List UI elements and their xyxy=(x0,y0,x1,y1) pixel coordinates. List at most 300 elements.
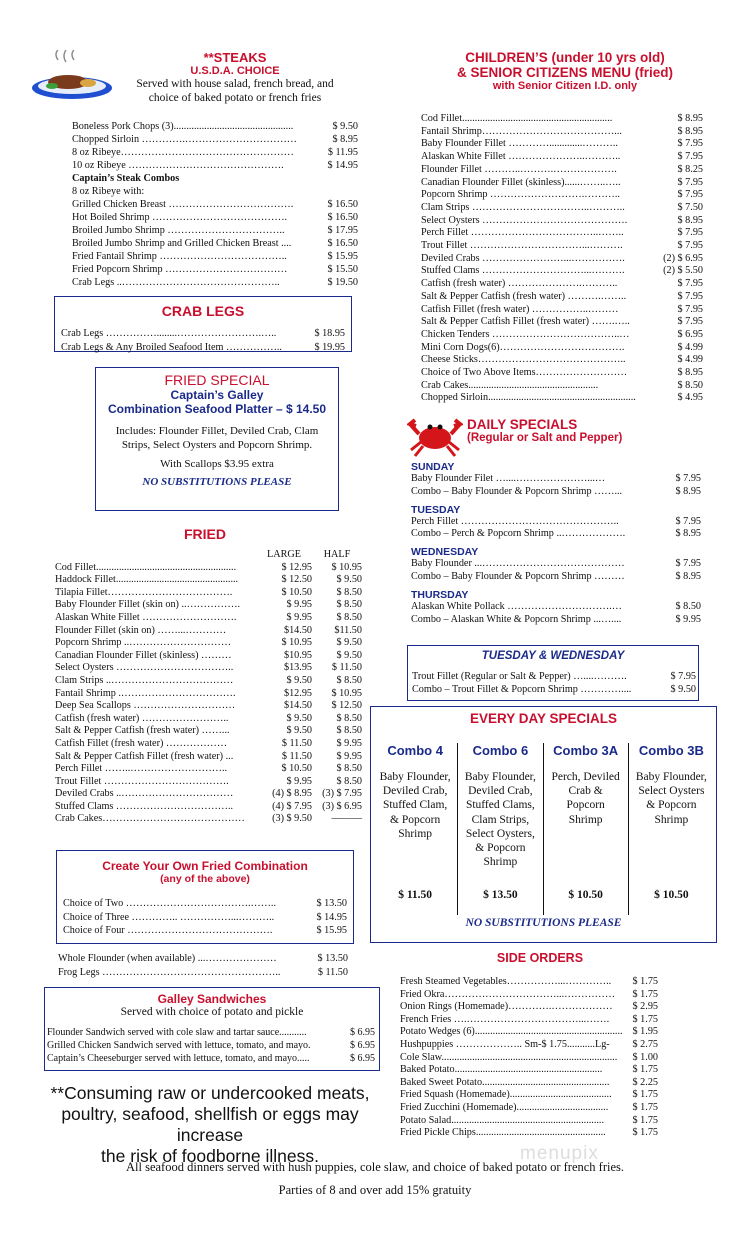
combo-desc-line: Baby Flounder, xyxy=(379,771,451,783)
menu-item xyxy=(72,237,358,250)
menu-item xyxy=(400,1001,658,1014)
combo-price: $ 10.50 xyxy=(568,889,603,901)
menu-item xyxy=(72,159,358,172)
menu-item xyxy=(72,185,358,198)
menupix-watermark: menupix xyxy=(520,1143,599,1164)
item-price: $ 8.95 xyxy=(332,134,358,145)
item-price: $ 8.95 xyxy=(675,528,701,540)
item-name: Onion Rings (Homemade)………….……………… xyxy=(400,1001,613,1013)
combo-price: $ 11.50 xyxy=(398,889,433,901)
item-name: Salt & Pepper Catfish (fresh water) ……….…….. xyxy=(421,290,627,302)
item-name: French Fries ….……………………………...……. xyxy=(400,1013,610,1025)
crab-legs-box xyxy=(54,296,352,352)
menu-item xyxy=(412,683,696,696)
fried-item-name: Crab Cakes…………………………………… xyxy=(55,813,245,825)
menu-item xyxy=(58,966,348,980)
item-price: $ 2.95 xyxy=(632,1001,658,1013)
steaks-title: **STEAKS xyxy=(203,50,267,65)
combo-desc-line: Shrimp xyxy=(568,813,603,826)
item-price: $ 7.95 xyxy=(675,473,701,484)
warning-line-1: **Consuming raw or undercooked meats, xyxy=(50,1083,370,1103)
item-price: $ 18.95 xyxy=(314,328,345,339)
item-price: $ 1.75 xyxy=(632,1101,658,1113)
children-title-2: & SENIOR CITIZENS MENU (fried) xyxy=(456,65,673,80)
menu-item xyxy=(411,558,701,571)
fried-item-name: Salt & Pepper Catfish Fillet (fresh water) ... xyxy=(55,750,234,762)
item-name: Grilled Chicken Breast ………………………………. xyxy=(72,199,294,210)
menu-item xyxy=(421,202,703,215)
fried-item-large: $ 10.50 xyxy=(281,586,312,598)
item-name: Boneless Pork Chops (3)............................................... xyxy=(72,121,294,132)
fried-item-half: $ 9.95 xyxy=(336,737,362,749)
item-price: $ 7.95 xyxy=(677,278,703,290)
menu-item xyxy=(421,253,703,266)
item-name: Choice of Three ………….. ……………...……….. xyxy=(63,911,275,923)
item-price: $ 16.50 xyxy=(327,212,358,223)
daily-day-label: WEDNESDAY xyxy=(411,546,479,559)
menu-item xyxy=(400,1064,658,1077)
combo-column xyxy=(373,743,458,915)
create-combo-list xyxy=(63,897,347,938)
children-subtitle: with Senior Citizen I.D. only xyxy=(492,80,638,92)
daily-day-label: TUESDAY xyxy=(411,503,461,516)
item-name: Perch Fillet ……………………………………….. xyxy=(411,515,619,527)
item-price: $ 4.99 xyxy=(677,341,703,353)
fried-item xyxy=(55,700,362,713)
fried-special-name-1: Captain’s Galley xyxy=(170,388,264,402)
combo-column xyxy=(544,743,629,915)
fried-item-name: Select Oysters …………………………….. xyxy=(55,662,234,674)
fried-item-large: $ 9.50 xyxy=(286,725,312,737)
item-price: $ 14.95 xyxy=(316,911,347,923)
menu-item xyxy=(421,126,703,139)
item-name: Captain’s Steak Combos xyxy=(72,173,180,184)
menu-item xyxy=(421,151,703,164)
footer-line-2: Parties of 8 and over add 15% gratuity xyxy=(278,1183,472,1197)
fried-item xyxy=(55,801,362,814)
warning-line-2: poultry, seafood, shellfish or eggs may increase xyxy=(61,1104,359,1145)
steaks-subtitle: U.S.D.A. CHOICE xyxy=(190,65,280,77)
menu-item xyxy=(421,240,703,253)
fried-col-large: LARGE xyxy=(267,549,301,560)
fried-item-name: Catfish Fillet (fresh water) ……………… xyxy=(55,737,228,749)
fried-item xyxy=(55,763,362,776)
item-name: Flounder Fillet ………..……….………………. xyxy=(421,163,617,175)
fried-item-name: Stuffed Clams …………………………….. xyxy=(55,800,234,812)
menu-item xyxy=(400,1039,658,1052)
item-price: $ 1.75 xyxy=(632,1013,658,1025)
daily-day-label: THURSDAY xyxy=(411,588,469,601)
item-price: $ 1.75 xyxy=(632,1114,658,1126)
combo-name: Combo 3B xyxy=(638,743,704,758)
item-price: $ 1.95 xyxy=(632,1026,658,1038)
menu-item xyxy=(47,1052,375,1065)
fried-item-half: $ 8.50 xyxy=(336,586,362,598)
crab-icon xyxy=(407,410,463,458)
item-price: $ 2.25 xyxy=(632,1076,658,1088)
combo-desc-line: Stuffed Clams, xyxy=(465,799,535,812)
menu-item xyxy=(421,189,703,202)
daily-day-label: SUNDAY xyxy=(411,461,455,473)
tue-wed-title: TUESDAY & WEDNESDAY xyxy=(481,650,625,662)
item-price: $ 13.50 xyxy=(316,898,347,909)
menu-item xyxy=(421,215,703,228)
menu-item xyxy=(63,911,347,925)
menu-item xyxy=(421,138,703,151)
menu-item xyxy=(411,486,701,499)
steaks-list xyxy=(72,120,358,289)
item-price: $ 9.50 xyxy=(670,684,696,695)
item-name: Canadian Flounder Fillet (skinless)......……..….. xyxy=(421,176,621,188)
item-price: $ 7.95 xyxy=(675,558,701,570)
item-price: $ 9.95 xyxy=(675,613,701,625)
fried-item xyxy=(55,625,362,638)
menu-item xyxy=(72,263,358,276)
item-price: $ 8.95 xyxy=(677,367,703,379)
item-price: $ 17.95 xyxy=(327,225,358,236)
fried-item-name: Tilapia Fillet………………………………. xyxy=(55,586,233,598)
daily-day-group xyxy=(411,546,701,584)
fried-item-half: $ 8.50 xyxy=(336,763,362,775)
item-name: Chopped Sirloin.......................................................... xyxy=(421,392,636,404)
fried-item xyxy=(55,738,362,751)
item-price: $ 7.95 xyxy=(677,138,703,150)
item-price: $ 2.75 xyxy=(632,1038,658,1050)
item-price: $ 15.95 xyxy=(316,925,347,936)
fried-item-half: $ 9.95 xyxy=(336,750,362,762)
fried-header xyxy=(55,549,362,562)
create-combo-box xyxy=(56,850,354,944)
fried-item-half: $ 8.50 xyxy=(336,725,362,737)
fried-item-name: Deviled Crabs ..…………………………… xyxy=(55,788,234,800)
combo-name: Combo 3A xyxy=(553,743,619,758)
item-price: $ 1.75 xyxy=(632,988,658,1000)
fried-item-large: $14.50 xyxy=(283,700,312,712)
daily-specials-title: DAILY SPECIALS xyxy=(467,417,578,432)
menu-item xyxy=(400,1102,658,1115)
menu-item xyxy=(72,224,358,237)
menu-item xyxy=(421,342,703,355)
fried-item-large: (4) $ 8.95 xyxy=(272,788,312,800)
fried-item-half: $ 10.95 xyxy=(331,687,362,699)
item-price: $ 11.50 xyxy=(317,966,348,978)
daily-day-group xyxy=(411,589,701,627)
menu-item xyxy=(421,316,703,329)
item-name: Baby Flounder Filet …....…………………...… xyxy=(411,473,606,484)
item-name: Hushpuppies ……………….. Sm-$ 1.75...........Lg- xyxy=(400,1038,610,1050)
item-name: Chicken Tenders ………………………………..… xyxy=(421,328,630,340)
item-price: $ 8.95 xyxy=(677,125,703,137)
item-price: $ 7.95 xyxy=(670,671,696,682)
every-day-note: NO SUBSTITUTIONS PLEASE xyxy=(465,917,622,929)
fried-item xyxy=(55,650,362,663)
steaks-desc-1: Served with house salad, french bread, and xyxy=(136,78,334,90)
fried-special-includes-2: Strips, Select Oysters and Popcorn Shrimp. xyxy=(121,439,313,451)
item-price xyxy=(354,172,358,185)
item-name: Grilled Chicken Sandwich served with lettuce, tomato, and mayo. xyxy=(47,1040,311,1051)
item-name: Crab Legs ..……………………………………….. xyxy=(72,277,280,288)
item-price: $ 6.95 xyxy=(677,328,703,340)
fried-item-half: (3) $ 7.95 xyxy=(322,788,362,800)
item-name: Fresh Steamed Vegetables……………...………….. xyxy=(400,976,612,987)
fried-item-name: Perch Fillet ……..……………………….. xyxy=(55,763,228,775)
fried-item-large: $ 9.50 xyxy=(286,712,312,724)
fried-item-large: $ 9.95 xyxy=(286,599,312,611)
item-name: Baby Flounder ...…………………………………… xyxy=(411,558,625,570)
fried-item-half: $ 9.50 xyxy=(336,574,362,586)
item-price: $ 19.95 xyxy=(314,341,345,353)
item-name: Baked Sweet Potato.................................................. xyxy=(400,1076,610,1088)
item-price: $ 8.50 xyxy=(677,379,703,391)
item-name: Alaskan White Fillet …………………..……….. xyxy=(421,151,621,163)
fried-item-large: $ 11.50 xyxy=(281,737,312,749)
item-name: Whole Flounder (when available) ...………………… xyxy=(58,953,277,964)
fried-item-large: $ 9.95 xyxy=(286,775,312,787)
fried-item-large: $13.95 xyxy=(283,662,312,674)
fried-item xyxy=(55,587,362,600)
menu-item xyxy=(72,133,358,146)
menu-item xyxy=(421,227,703,240)
fried-item-half: $11.50 xyxy=(334,624,362,636)
fried-item-name: Deep Sea Scallops ………………………… xyxy=(55,700,236,712)
fried-item-half: $ 11.50 xyxy=(331,662,362,674)
crab-legs-list xyxy=(61,327,345,354)
item-name: Combo – Baby Flounder & Popcorn Shrimp ……… xyxy=(411,570,625,582)
fried-special-note: NO SUBSTITUTIONS PLEASE xyxy=(142,476,292,488)
combo-column xyxy=(458,743,543,915)
combo-name: Combo 4 xyxy=(387,743,443,758)
fried-item-large: $ 12.95 xyxy=(281,561,312,573)
item-name: Combo – Perch & Popcorn Shrimp ..………………. xyxy=(411,528,626,540)
fried-item-half: (3) $ 6.95 xyxy=(322,800,362,812)
every-day-specials-box xyxy=(370,706,717,943)
fried-item xyxy=(55,813,362,826)
item-price: $ 1.75 xyxy=(632,1089,658,1101)
menu-item xyxy=(411,473,701,486)
item-name: Trout Fillet ……………………………...………. xyxy=(421,240,623,252)
item-name: Fried Pickle Chips................................................... xyxy=(400,1127,606,1139)
menu-item xyxy=(400,1089,658,1102)
item-name: Potato Wedges (6).......................................................... xyxy=(400,1026,623,1038)
item-price: $ 4.99 xyxy=(677,354,703,366)
item-name: Fried Squash (Homemade)........................................ xyxy=(400,1089,612,1101)
fried-item xyxy=(55,562,362,575)
item-name: Crab Legs & Any Broiled Seafood Item …………….. xyxy=(61,341,282,353)
item-name: 8 oz Ribeye…………………………………………… xyxy=(72,147,294,158)
combo-desc-line: Baby Flounder, xyxy=(464,771,536,783)
menu-item xyxy=(400,1014,658,1027)
combo-desc-line: Select Oysters, xyxy=(465,827,535,840)
fried-item-name: Catfish (fresh water) …………………….. xyxy=(55,712,229,724)
item-price: $ 7.95 xyxy=(677,189,703,201)
fried-list xyxy=(55,562,362,826)
item-name: Choice of Two Above Items……………………… xyxy=(421,367,628,379)
item-name: Flounder Sandwich served with cole slaw and tartar sauce........... xyxy=(47,1027,307,1038)
fried-title: FRIED xyxy=(184,526,226,542)
item-name: Cod Fillet........................................................... xyxy=(421,113,613,124)
combo-name: Combo 6 xyxy=(472,743,529,758)
menu-item xyxy=(72,146,358,159)
fried-item xyxy=(55,713,362,726)
combo-desc-line: & Popcorn xyxy=(646,799,697,812)
item-name: Combo – Baby Flounder & Popcorn Shrimp ……... xyxy=(411,485,623,497)
fried-item xyxy=(55,688,362,701)
item-price: $ 7.95 xyxy=(677,151,703,163)
menu-item xyxy=(421,278,703,291)
fried-item xyxy=(55,662,362,675)
item-price: $ 8.95 xyxy=(675,570,701,582)
fried-item-half: $ 9.50 xyxy=(336,649,362,661)
item-name: Deviled Crabs ……………………...……………. xyxy=(421,252,625,264)
sandwiches-box xyxy=(44,987,380,1071)
item-price: $ 7.95 xyxy=(677,290,703,302)
menu-item xyxy=(400,1115,658,1128)
item-name: Captain’s Cheeseburger served with lettuce, tomato, and mayo..... xyxy=(47,1053,310,1064)
fried-item-name: Popcorn Shrimp ..………………………… xyxy=(55,637,232,649)
item-price: $ 9.50 xyxy=(332,121,358,132)
item-name: Fried Popcorn Shrimp ……………………………… xyxy=(72,264,288,275)
fried-item-half: $ 9.50 xyxy=(336,637,362,649)
combo-desc-line: Select Oysters xyxy=(638,785,705,798)
fried-item-half: $ 8.50 xyxy=(336,599,362,611)
item-name: Choice of Four ……………………………………. xyxy=(63,925,273,936)
fried-item-large: $ 10.50 xyxy=(281,763,312,775)
sandwiches-subtitle: Served with choice of potato and pickle xyxy=(120,1006,304,1018)
item-price: $ 6.95 xyxy=(350,1040,375,1051)
fried-item-half: $ 8.50 xyxy=(336,611,362,623)
menu-item xyxy=(421,291,703,304)
menu-item xyxy=(72,198,358,211)
item-name: Popcorn Shrimp ……………………….……….. xyxy=(421,189,620,201)
item-price xyxy=(354,185,358,198)
item-price: $ 7.95 xyxy=(677,227,703,239)
item-name: Combo – Trout Fillet & Popcorn Shrimp ………….... xyxy=(412,684,632,695)
item-price: $ 7.95 xyxy=(677,303,703,315)
item-name: Baked Potato.......................................................... xyxy=(400,1064,603,1076)
item-price: $ 8.95 xyxy=(677,214,703,226)
fried-item-large: $ 9.95 xyxy=(286,611,312,623)
menu-item xyxy=(421,265,703,278)
item-name: Catfish Fillet (fresh water) ……………..……… xyxy=(421,303,619,315)
item-price: $ 15.50 xyxy=(327,264,358,275)
menu-item xyxy=(400,1077,658,1090)
menu-item xyxy=(421,354,703,367)
item-name: 8 oz Ribeye with: xyxy=(72,186,145,197)
menu-item xyxy=(421,329,703,342)
fried-item-name: Trout Fillet ………………………………. xyxy=(55,775,229,787)
fried-item xyxy=(55,725,362,738)
menu-item xyxy=(400,1052,658,1065)
item-price: $ 7.95 xyxy=(675,515,701,527)
item-name: Chopped Sirloin ………….…………………………… xyxy=(72,134,297,145)
create-combo-title: Create Your Own Fried Combination xyxy=(102,859,308,873)
fried-item-name: Cod Fillet....................................................... xyxy=(55,561,237,573)
fried-special-includes-1: Includes: Flounder Fillet, Deviled Crab, Clam xyxy=(115,425,319,437)
fried-item-large: $12.95 xyxy=(283,687,312,699)
item-price: $ 4.95 xyxy=(677,392,703,404)
extras-list xyxy=(58,952,348,979)
fried-special-name-2: Combination Seafood Platter – $ 14.50 xyxy=(107,402,327,416)
fried-item-name: Clam Strips ..……………………………… xyxy=(55,674,234,686)
sides-list xyxy=(400,976,658,1140)
fried-item-name: Haddock Fillet................................................ xyxy=(55,574,239,586)
item-name: Combo – Alaskan White & Popcorn Shrimp ...….... xyxy=(411,613,622,625)
crab-legs-title: CRAB LEGS xyxy=(161,303,245,319)
menu-item xyxy=(63,924,347,938)
item-name: Choice of Two ……………………………….…….. xyxy=(63,898,277,909)
menu-item xyxy=(47,1039,375,1052)
combo-desc-line: Baby Flounder, xyxy=(635,771,707,783)
item-price: $ 13.50 xyxy=(317,953,348,964)
item-price: $ 16.50 xyxy=(327,238,358,249)
item-name: Trout Fillet (Regular or Salt & Pepper) …....………. xyxy=(412,671,627,682)
item-price: $ 1.75 xyxy=(632,1127,658,1139)
fried-item-name: Flounder Fillet (skin on) ……...………… xyxy=(55,624,227,636)
fried-item xyxy=(55,599,362,612)
item-name: Clam Strips ……………………………..……….. xyxy=(421,201,625,213)
item-name: Perch Fillet ………………………………..…….. xyxy=(421,227,624,239)
menu-item xyxy=(61,327,345,341)
menu-item xyxy=(72,211,358,224)
menu-item xyxy=(400,989,658,1002)
combo-desc-line: Shrimp xyxy=(483,856,518,869)
combo-desc-line: Perch, Deviled xyxy=(551,771,620,783)
item-price: $ 7.95 xyxy=(677,316,703,328)
menu-item xyxy=(411,601,701,614)
combo-desc-line: Crab & xyxy=(568,785,603,798)
sandwiches-list xyxy=(47,1026,375,1065)
item-price: $ 19.50 xyxy=(327,277,358,288)
item-price: $ 8.50 xyxy=(675,600,701,612)
fried-item-name: Alaskan White Fillet ………………………. xyxy=(55,611,237,623)
item-price: $ 8.25 xyxy=(677,163,703,175)
item-name: Broiled Jumbo Shrimp …………………………….. xyxy=(72,225,285,236)
item-name: Cheese Sticks…………………………………….. xyxy=(421,354,626,366)
menu-item xyxy=(421,367,703,380)
combo-column xyxy=(629,743,714,915)
menu-item xyxy=(411,614,701,627)
daily-day-group xyxy=(411,504,701,542)
item-price: $ 8.95 xyxy=(675,485,701,497)
combo-desc-line: Stuffed Clam, xyxy=(382,799,448,812)
fried-item xyxy=(55,776,362,789)
combo-desc-line: & Popcorn xyxy=(475,842,526,855)
menu-item xyxy=(72,120,358,133)
sides-title: SIDE ORDERS xyxy=(496,951,584,965)
fried-item xyxy=(55,788,362,801)
combo-desc-line: Deviled Crab, xyxy=(382,785,448,798)
item-price: $ 15.95 xyxy=(327,251,358,262)
combo-price: $ 13.50 xyxy=(483,889,518,901)
combo-desc-line: Deviled Crab, xyxy=(468,785,533,798)
item-price: $ 11.95 xyxy=(327,147,358,158)
item-name: Mini Corn Dogs(6)………………………………. xyxy=(421,341,625,353)
fried-item xyxy=(55,751,362,764)
menu-item xyxy=(400,1127,658,1140)
item-name: Cole Slaw..................................................................... xyxy=(400,1051,618,1063)
every-day-combos xyxy=(373,743,714,915)
fried-col-half: HALF xyxy=(323,549,351,560)
daily-specials-list xyxy=(411,461,701,631)
item-name: Fried Fantail Shrimp ……………………………….. xyxy=(72,251,287,262)
fried-item-name: Baby Flounder Fillet (skin on) ..……………. xyxy=(55,599,241,611)
fried-item-large: (4) $ 7.95 xyxy=(272,800,312,812)
daily-day-group xyxy=(411,461,701,499)
fried-item-half: $ 10.95 xyxy=(331,561,362,573)
item-name: Potato Salad............................................................ xyxy=(400,1114,605,1126)
item-name: Fantail Shrimp…………………………………... xyxy=(421,125,622,137)
item-name: Fried Zucchini (Homemade).................................... xyxy=(400,1101,609,1113)
